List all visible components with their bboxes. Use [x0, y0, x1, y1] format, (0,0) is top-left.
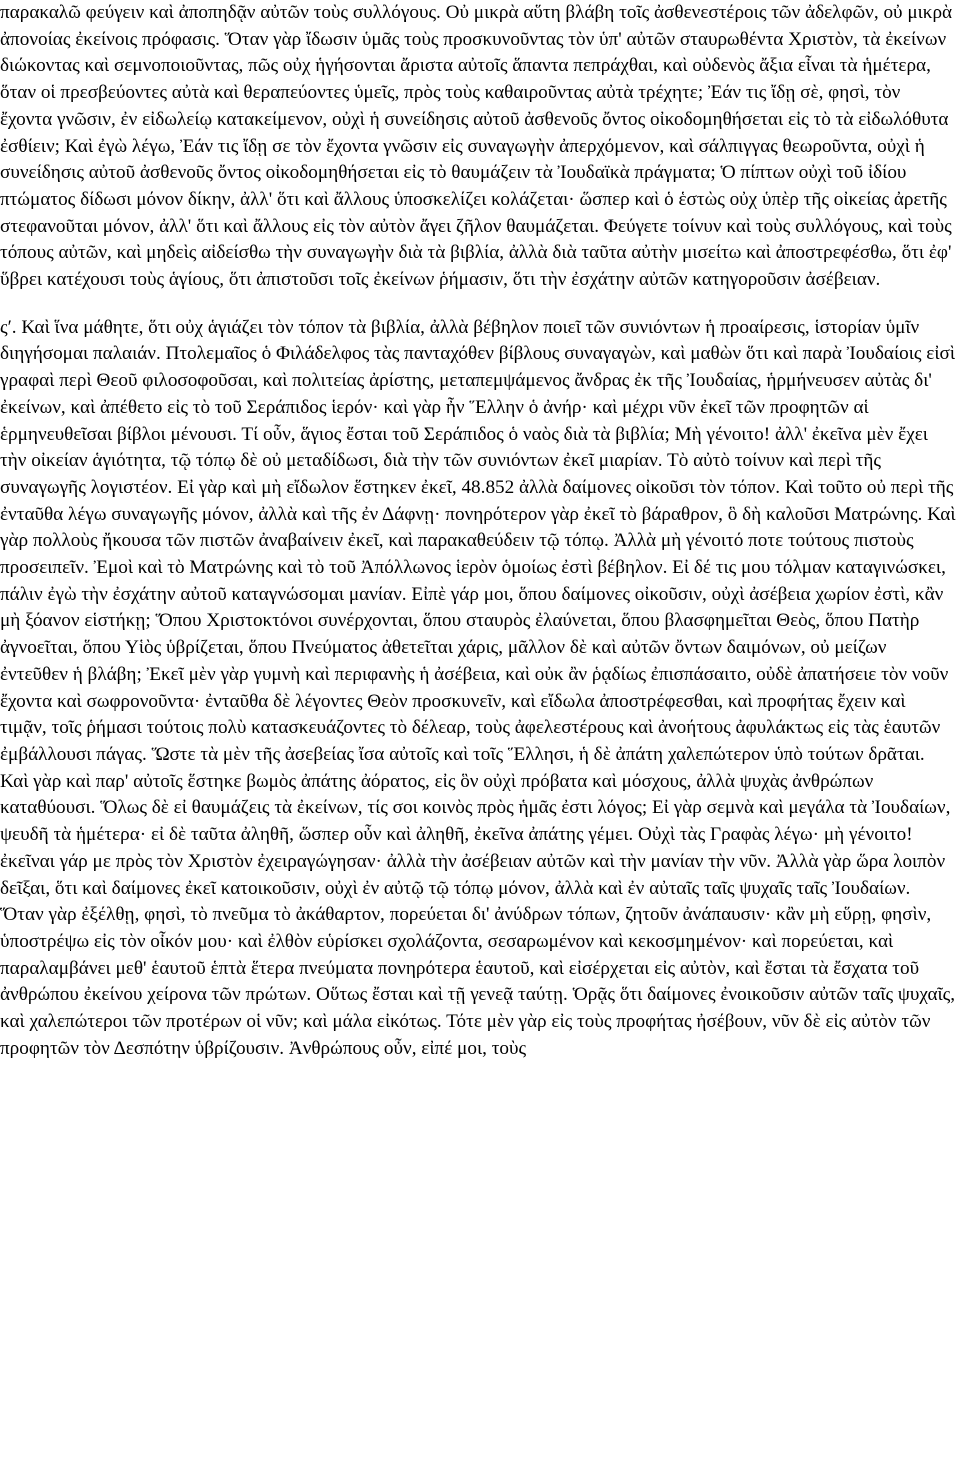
- paragraph-2: ςʹ. Καὶ ἵνα μάθητε, ὅτι οὐχ ἁγιάζει τὸν τόπον τὰ βιβλία, ἀλλὰ βέβηλον ποιεῖ τῶν συνιόντων ἡ προαίρεσις, ἱστορίαν ὑμῖν διηγήσομαι παλαιάν. Πτολεμαῖος ὁ Φιλάδελφος τὰς πανταχόθεν βίβλους συναγαγὼν, καὶ μαθὼν ὅτι καὶ παρὰ Ἰουδαίοις εἰσὶ γραφαὶ περὶ Θεοῦ φιλοσοφοῦσαι, καὶ πολιτείας ἀρίστης, μεταπεμψάμενος ἄνδρας ἐκ τῆς Ἰουδαίας, ἡρμήνευσεν αὐτὰς δι' ἐκείνων, καὶ ἀπέθετο εἰς τὸ τοῦ Σεράπιδος ἱερόν· καὶ γὰρ ἦν Ἕλλην ὁ ἀνήρ· καὶ μέχρι νῦν ἐκεῖ τῶν προφητῶν αἱ ἑρμηνευθεῖσαι βίβλοι μένουσι. Τί οὖν, ἅγιος ἔσται τοῦ Σεράπιδος ὁ ναὸς διὰ τὰ βιβλία; Μὴ γένοιτο! ἀλλ' ἐκεῖνα μὲν ἔχει τὴν οἰκείαν ἁγιότητα, τῷ τόπῳ δὲ οὐ μεταδίδωσι, διὰ τὴν τῶν συνιόντων ἐκεῖ μιαρίαν. Τὸ αὐτὸ τοίνυν καὶ περὶ τῆς συναγωγῆς λογιστέον. Εἰ γὰρ καὶ μὴ εἴδωλον ἕστηκεν ἐκεῖ, 48.852 ἀλλὰ δαίμονες οἰκοῦσι τὸν τόπον. Καὶ τοῦτο οὐ περὶ τῆς ἐνταῦθα λέγω συναγωγῆς μόνον, ἀλλὰ καὶ τῆς ἐν Δάφνῃ· πονηρότερον γὰρ ἐκεῖ τὸ βάραθρον, ὃ δὴ καλοῦσι Ματρώνης. Καὶ γὰρ πολλοὺς ἤκουσα τῶν πιστῶν ἀναβαίνειν ἐκεῖ, καὶ παρακαθεύδειν τῷ τόπῳ. Ἀλλὰ μὴ γένοιτό ποτε τούτους πιστοὺς προσειπεῖν. Ἐμοὶ καὶ τὸ Ματρώνης καὶ τὸ τοῦ Ἀπόλλωνος ἱερὸν ὁμοίως ἐστὶ βέβηλον. Εἰ δέ τις μου τόλμαν καταγινώσκει, πάλιν ἐγὼ τὴν ἐσχάτην αὐτοῦ καταγνώσομαι μανίαν. Εἰπὲ γάρ μοι, ὅπου δαίμονες οἰκοῦσιν, οὐχὶ ἀσέβεια χωρίον ἐστὶ, κἂν μὴ ξόανον εἱστήκῃ; Ὅπου Χριστοκτόνοι συνέρχονται, ὅπου σταυρὸς ἐλαύνεται, ὅπου βλασφημεῖται Θεὸς, ὅπου Πατὴρ ἀγνοεῖται, ὅπου Υἱὸς ὑβρίζεται, ὅπου Πνεύματος ἀθετεῖται χάρις, μᾶλλον δὲ καὶ αὐτῶν ὄντων δαιμόνων, οὐ μείζων ἐντεῦθεν ἡ βλάβη; Ἐκεῖ μὲν γὰρ γυμνὴ καὶ περιφανὴς ἡ ἀσέβεια, καὶ οὐκ ἂν ῥᾳδίως ἐπισπάσαιτο, οὐδὲ ἀπατήσειε τὸν νοῦν ἔχοντα καὶ σωφρονοῦντα· ἐνταῦθα δὲ λέγοντες Θεὸν προσκυνεῖν, καὶ εἴδωλα ἀποστρέφεσθαι, καὶ προφήτας ἔχειν καὶ τιμᾷν, τοῖς ῥήμασι τούτοις πολὺ κατασκευάζοντες τὸ δέλεαρ, τοὺς ἀφελεστέρους καὶ ἀνοήτους ἀφυλάκτως εἰς τὰς ἑαυτῶν ἐμβάλλουσι πάγας. Ὥστε τὰ μὲν τῆς ἀσεβείας ἴσα αὐτοῖς καὶ τοῖς Ἕλλησι, ἡ δὲ ἀπάτη χαλεπώτερον ὑπὸ τούτων δρᾶται. Καὶ γὰρ καὶ παρ' αὐτοῖς ἕστηκε βωμὸς ἀπάτης ἀόρατος, εἰς ὃν οὐχὶ πρόβατα καὶ μόσχους, ἀλλὰ ψυχὰς ἀνθρώπων καταθύουσι. Ὅλως δὲ εἰ θαυμάζεις τὰ ἐκείνων, τίς σοι κοινὸς πρὸς ἡμᾶς ἐστι λόγος; Εἰ γὰρ σεμνὰ καὶ μεγάλα τὰ Ἰουδαίων, ψευδῆ τὰ ἡμέτερα· εἰ δὲ ταῦτα ἀληθῆ, ὥσπερ οὖν καὶ ἀληθῆ, ἐκεῖνα ἀπάτης γέμει. Οὐχὶ τὰς Γραφὰς λέγω· μὴ γένοιτο! ἐκεῖναι γάρ με πρὸς τὸν Χριστὸν ἐχειραγώγησαν· ἀλλὰ τὴν ἀσέβειαν αὐτῶν καὶ τὴν μανίαν τὴν νῦν. Ἀλλὰ γὰρ ὥρα λοιπὸν δεῖξαι, ὅτι καὶ δαίμονες ἐκεῖ κατοικοῦσιν, οὐχὶ ἐν αὐτῷ τῷ τόπῳ μόνον, ἀλλὰ καὶ ἐν αὐταῖς ταῖς ψυχαῖς ταῖς Ἰουδαίων. Ὅταν γὰρ ἐξέλθῃ, φησὶ, τὸ πνεῦμα τὸ ἀκάθαρτον, πορεύεται δι' ἀνύδρων τόπων, ζητοῦν ἀνάπαυσιν· κἂν μὴ εὕρῃ, φησὶν, ὑποστρέψω εἰς τὸν οἶκόν μου· καὶ ἐλθὸν εὑρίσκει σχολάζοντα, σεσαρωμένον καὶ κεκοσμημένον· καὶ πορεύεται, καὶ παραλαμβάνει μεθ' ἑαυτοῦ ἑπτὰ ἕτερα πνεύματα πονηρότερα ἑαυτοῦ, καὶ εἰσέρχεται εἰς αὐτὸν, καὶ ἔσται τὰ ἔσχατα τοῦ ἀνθρώπου ἐκείνου χείρονα τῶν πρώτων. Οὕτως ἔσται καὶ τῇ γενεᾷ ταύτῃ. Ὁρᾷς ὅτι δαίμονες ἐνοικοῦσιν αὐτῶν ταῖς ψυχαῖς, καὶ χαλεπώτεροι τῶν προτέρων οἱ νῦν; καὶ μάλα εἰκότως. Τότε μὲν γὰρ εἰς τοὺς προφήτας ἠσέβουν, νῦν δὲ εἰς αὐτὸν τῶν προφητῶν τὸν Δεσπότην ὑβρίζουσιν. Ἀνθρώπους οὖν, εἰπέ μοι, τοὺς: [0, 316, 956, 1059]
- paragraph-1: παρακαλῶ φεύγειν καὶ ἀποπηδᾷν αὐτῶν τοὺς συλλόγους. Οὐ μικρὰ αὕτη βλάβη τοῖς ἀσθενεστέροις τῶν ἀδελφῶν, οὐ μικρὰ ἀπονοίας ἐκείνοις πρόφασις. Ὅταν γὰρ ἴδωσιν ὑμᾶς τοὺς προσκυνοῦντας τὸν ὑπ' αὐτῶν σταυρωθέντα Χριστὸν, τὰ ἐκείνων διώκοντας καὶ σεμνοποιοῦντας, πῶς οὐχ ἡγήσονται ἄριστα αὐτοῖς ἅπαντα πεπράχθαι, καὶ οὐδενὸς ἄξια εἶναι τὰ ἡμέτερα, ὅταν οἱ πρεσβεύοντες αὐτὰ καὶ θεραπεύοντες ὑμεῖς, πρὸς τοὺς καθαιροῦντας αὐτὰ τρέχητε; Ἐάν τις ἴδῃ σὲ, φησὶ, τὸν ἔχοντα γνῶσιν, ἐν εἰδωλείῳ κατακείμενον, οὐχὶ ἡ συνείδησις αὐτοῦ ἀσθενοῦς ὄντος οἰκοδομηθήσεται εἰς τὸ τὰ εἰδωλόθυτα ἐσθίειν; Καὶ ἐγὼ λέγω, Ἐάν τις ἴδῃ σε τὸν ἔχοντα γνῶσιν εἰς συναγωγὴν ἀπερχόμενον, καὶ σάλπιγγας θεωροῦντα, οὐχὶ ἡ συνείδησις αὐτοῦ ἀσθενοῦς ὄντος οἰκοδομηθήσεται εἰς τὸ θαυμάζειν τὰ Ἰουδαϊκὰ πράγματα; Ὁ πίπτων οὐχὶ τοῦ ἰδίου πτώματος δίδωσι μόνον δίκην, ἀλλ' ὅτι καὶ ἄλλους ὑποσκελίζει κολάζεται· ὥσπερ καὶ ὁ ἑστὼς οὐχ ὑπὲρ τῆς οἰκείας ἀρετῆς στεφανοῦται μόνον, ἀλλ' ὅτι καὶ ἄλλους εἰς τὸν αὐτὸν ἄγει ζῆλον θαυμάζεται. Φεύγετε τοίνυν καὶ τοὺς συλλόγους, καὶ τοὺς τόπους αὐτῶν, καὶ μηδεὶς αἰδείσθω τὴν συναγωγὴν διὰ τὰ βιβλία, ἀλλὰ διὰ ταῦτα αὐτὴν μισείτω καὶ ἀποστρεφέσθω, ὅτι ἐφ' ὕβρει κατέχουσι τοὺς ἁγίους, ὅτι ἀπιστοῦσι τοῖς ἐκείνων ῥήμασιν, ὅτι τὴν ἐσχάτην αὐτῶν κατηγοροῦσιν ἀσέβειαν.: [0, 2, 953, 291]
